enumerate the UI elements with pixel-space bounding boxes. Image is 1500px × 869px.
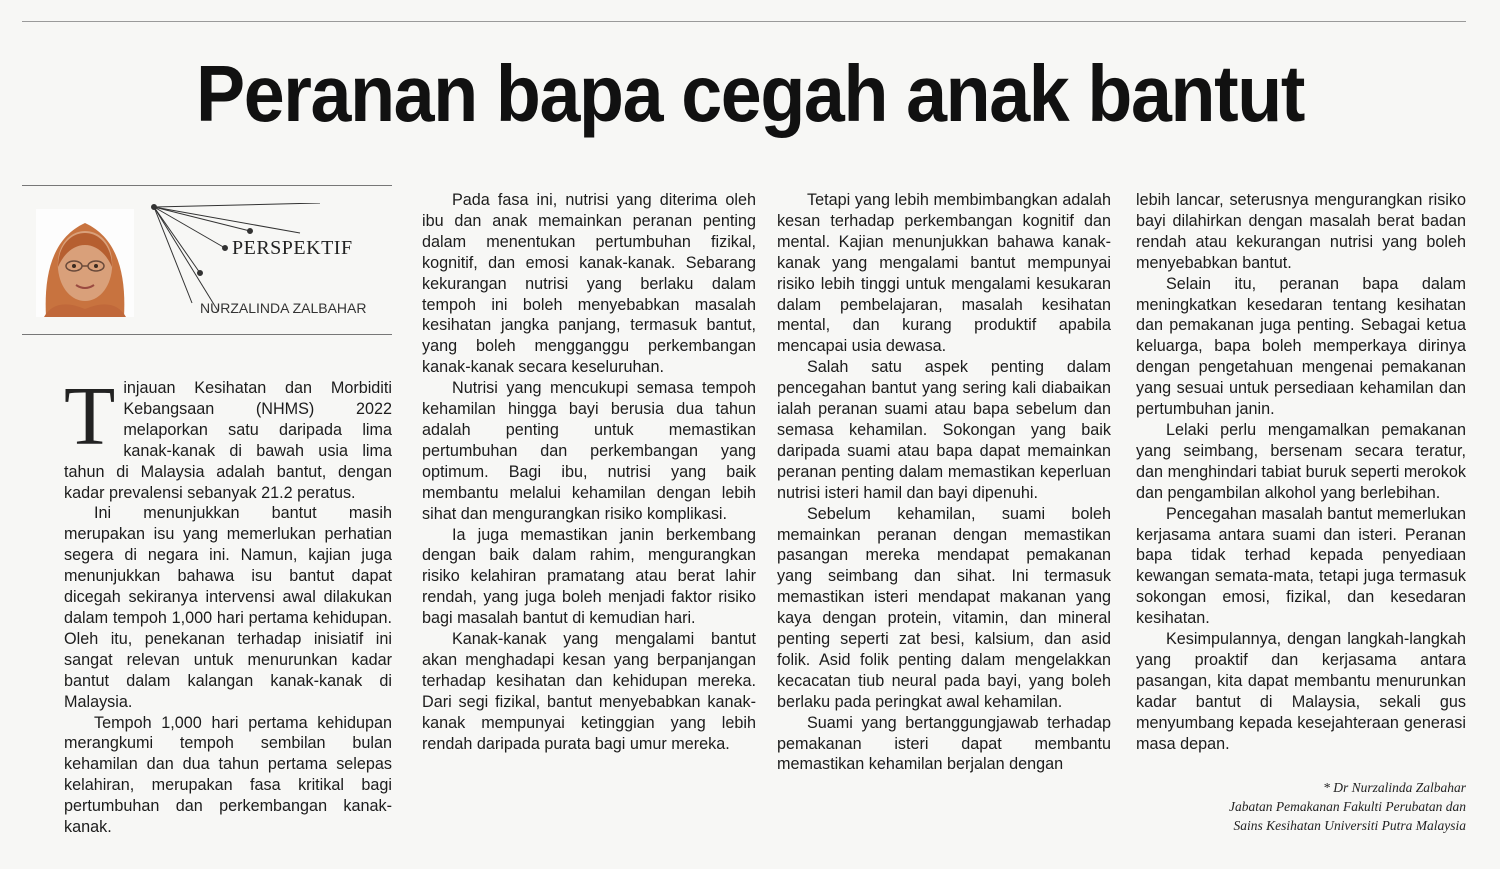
paragraph: Selain itu, peranan bapa dalam meningkatkan kesedaran tentang kesihatan dan pemakanan juga penting. Sebagai ketua keluarga, bapa boleh memperkaya dirinya dengan pengetahuan mengenai pemakanan yang sesuai untuk persediaan kehamilan dan pertumbuhan janin.	[1136, 274, 1466, 419]
article-column-4	[1136, 190, 1466, 754]
paragraph: Nutrisi yang mencukupi semasa tempoh kehamilan hingga bayi berusia dua tahun adalah penting untuk memastikan pertumbuhan dan perkembangan yang optimum. Bagi ibu, nutrisi yang baik membantu melalui kehamilan dengan lebih sihat dan mengurangkan risiko komplikasi.	[422, 379, 756, 523]
article-column-1	[64, 370, 392, 838]
paragraph: Lelaki perlu mengamalkan pemakanan yang seimbang, bersenam secara teratur, dan menghindari tabiat buruk seperti merokok dan pengambilan alkohol yang berlebihan.	[1136, 420, 1466, 502]
byline-top-rule	[22, 185, 392, 186]
paragraph: Kesimpulannya, dengan langkah-langkah yang proaktif dan kerjasama antara pasangan, kita dapat membantu menurunkan kadar bantut di Malaysia, sekali gus menyumbang kepada kesejahteraan generasi masa depan.	[1136, 630, 1466, 753]
dropcap: T	[64, 370, 116, 463]
article-column-3	[777, 190, 1111, 775]
paragraph: Ia juga memastikan janin berkembang dengan baik dalam rahim, mengurangkan risiko kelahiran pramatang atau berat lahir rendah, yang juga boleh menjadi faktor risiko bagi masalah bantut di kemudian hari.	[422, 525, 756, 628]
credits-affiliation-1: Jabatan Pemakanan Fakulti Perubatan dan	[1229, 799, 1466, 814]
paragraph: Tetapi yang lebih membimbangkan adalah kesan terhadap perkembangan kognitif dan mental. Kajian menunjukkan bahawa kanak-kanak yang mengalami bantut mempunyai risiko lebih tinggi untuk mengalami kesukaran dalam pembelajaran, masalah kesihatan mental, dan kurang produktif apabila mencapai usia dewasa.	[777, 191, 1111, 356]
byline-box	[22, 185, 392, 335]
credits-affiliation-2: Sains Kesihatan Universiti Putra Malaysia	[1233, 818, 1466, 833]
paragraph: Tempoh 1,000 hari pertama kehidupan merangkumi tempoh sembilan bulan kehamilan dan dua tahun pertama selepas kelahiran, merupakan fasa kritikal bagi pertumbuhan dan perkembangan kanak-kanak.	[64, 713, 392, 837]
author-name: NURZALINDA ZALBAHAR	[200, 300, 367, 316]
paragraph: Sebelum kehamilan, suami boleh memainkan peranan dengan memastikan pasangan mereka mendapat pemakanan yang seimbang dan sihat. Ini termasuk memastikan isteri mendapat makanan yang kaya dengan protein, vitamin, dan mineral penting seperti zat besi, kalsium, dan asid folik. Asid folik penting dalam mengelakkan kecacatan tiub neural pada bayi, yang boleh berlaku pada peringkat awal kehamilan.	[777, 504, 1111, 711]
credits-name: * Dr Nurzalinda Zalbahar	[1323, 780, 1466, 795]
paragraph: Suami yang bertanggungjawab terhadap pemakanan isteri dapat membantu memastikan kehamilan berjalan dengan	[777, 713, 1111, 774]
article-column-2	[422, 190, 756, 754]
author-credits	[1229, 778, 1466, 835]
paragraph: Salah satu aspek penting dalam pencegahan bantut yang sering kali diabaikan ialah peranan suami atau bapa sebelum dan semasa kehamilan. Sokongan yang baik daripada suami atau bapa dapat memainkan peranan penting dalam memastikan keperluan nutrisi isteri hamil dan bayi dipenuhi.	[777, 358, 1111, 502]
paragraph: Pada fasa ini, nutrisi yang diterima oleh ibu dan anak memainkan peranan penting dalam menentukan pertumbuhan fizikal, kognitif, dan emosi kanak-kanak. Sebarang kekurangan nutrisi yang berlaku dalam tempoh ini boleh menyebabkan masalah kesihatan jangka panjang, termasuk bantut, yang boleh mengganggu perkembangan kanak-kanak secara keseluruhan.	[422, 191, 756, 377]
headline: Peranan bapa cegah anak bantut	[196, 49, 1304, 138]
paragraph: Kanak-kanak yang mengalami bantut akan menghadapi kesan yang berpanjangan terhadap kesihatan dan kehidupan mereka. Dari segi fizikal, bantut menyebabkan kanak-kanak mempunyai ketinggian yang lebih rendah daripada purata bagi umur mereka.	[422, 630, 756, 753]
paragraph: lebih lancar, seterusnya mengurangkan risiko bayi dilahirkan dengan masalah berat badan rendah atau kekurangan nutrisi yang boleh menyebabkan bantut.	[1136, 191, 1466, 272]
paragraph: Ini menunjukkan bantut masih merupakan isu yang memerlukan perhatian segera di negara ini. Namun, kajian juga menunjukkan bahawa isu bantut dapat dicegah sekiranya intervensi awal dilakukan dalam tempoh 1,000 hari pertama kehidupan. Oleh itu, penekanan terhadap inisiatif ini sangat relevan untuk menurunkan kadar bantut dalam kalangan kanak-kanak di Malaysia.	[64, 504, 392, 711]
section-kicker: PERSPEKTIF	[232, 237, 353, 259]
top-rule	[22, 21, 1466, 22]
author-portrait-icon	[36, 209, 134, 317]
paragraph: injauan Kesihatan dan Morbiditi Kebangsaan (NHMS) 2022 melaporkan satu daripada lima kanak-kanak di bawah usia lima tahun di Malaysia adalah bantut, dengan kadar prevalensi sebanyak 21.2 peratus.	[64, 379, 392, 502]
byline-bottom-rule	[22, 334, 392, 335]
paragraph: Pencegahan masalah bantut memerlukan kerjasama antara suami dan isteri. Peranan bapa tidak terhad kepada penyediaan kewangan semata-mata, tetapi juga termasuk sokongan emosi, fizikal, dan kesedaran kesihatan.	[1136, 504, 1466, 628]
